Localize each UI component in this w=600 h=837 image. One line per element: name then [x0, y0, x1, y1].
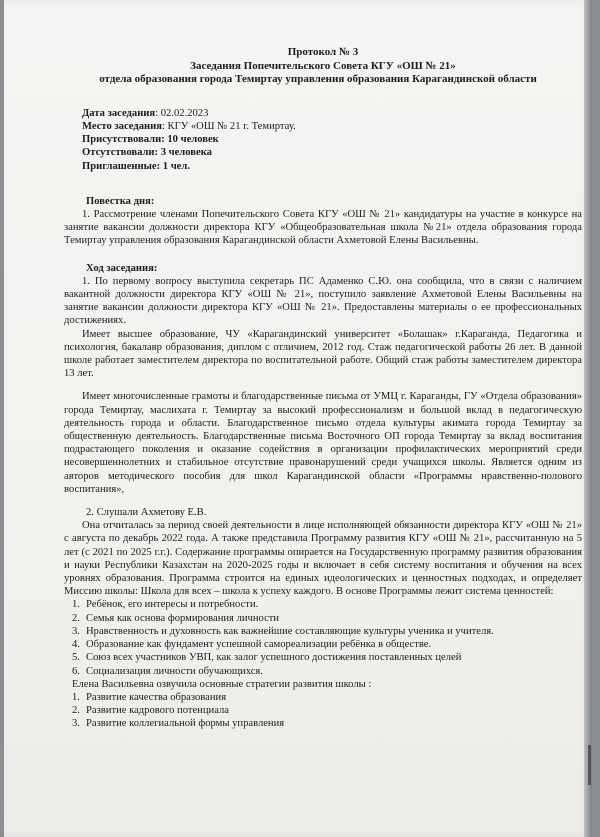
speaker-heading: 2. Слушали Ахметову Е.В. [86, 507, 207, 519]
list-item: 1. Развитие качества образования [72, 691, 227, 703]
proceedings-title: Ход заседания: [86, 262, 158, 274]
proceedings-paragraph-1: 1. По первому вопросу выступила секретарь ПС Адаменко С.Ю. она сообщила, что в связи с наличием вакантной должности директора КГУ «ОШ № 21», поступило заявление Ахметовой Елены Васильевны на занятие вакансии должности директора КГУ «ОШ № 21». Предоставлены материалы о ее профессиональных достижениях. [64, 275, 582, 327]
list-item: 5. Союз всех участников УВП, как залог успешного достижения поставленных целей [72, 652, 462, 664]
agenda-title: Повестка дня: [86, 195, 155, 207]
list-item: 2. Семья как основа формирования личности [72, 612, 280, 624]
list-item: 6. Социализация личности обучающихся. [72, 665, 263, 677]
list-item: 3. Нравственность и духовность как важнейшие составляющие культуры ученика и учителя. [72, 625, 494, 637]
list-item: 1. Ребёнок, его интересы и потребности. [72, 599, 259, 611]
attendees-invited: Приглашенные: 1 чел. [82, 160, 190, 172]
values-list [64, 598, 582, 677]
proceedings-paragraph-2: Имеет высшее образование, ЧУ «Карагандинский университет «Болашак» г.Караганда, Педагогика и психология, бакалавр образования, диплом с отличием, 2012 год. Стаж педагогической работы 26 лет. В данной школе работает заместителем директора по воспитательной работе. Общий стаж работы заместителем директора 13 лет. [64, 328, 582, 380]
list-item: 2. Развитие кадрового потенциала [72, 705, 229, 717]
list-item: 3. Развитие коллегиальной формы управления [72, 718, 285, 730]
meeting-details [64, 107, 582, 173]
attendees-absent: Отсутствовали: 3 человека [82, 147, 212, 159]
protocol-department: отдела образования города Темиртау управления образования Карагандинской области [99, 73, 537, 86]
document-page [4, 0, 592, 837]
page-edge-shadow [584, 0, 592, 837]
attendees-present: Присутствовали: 10 человек [82, 134, 219, 146]
proceedings-paragraph-3: Имеет многочисленные грамоты и благодарственные письма от УМЦ г. Караганды, ГУ «Отдела образования» города Темиртау, маслихата г. Темиртау за высокий профессионализм и большой вклад в педагогическую деятельность города и области. Благодарственное письмо отдела культуры акимата города Темиртау за общественную деятельность. Благодарственные письма Восточного ОП города Темиртау за вклад воспитания подрастающего поколения и оказание содействия в организации профилактических мероприятий среди несовершеннолетних и стабильное отсутствие правонарушений среди учащихся школы. Является одним из авторов методического пособия для школ Карагандинской области «Программы нравственно-полового воспитания», [64, 391, 582, 495]
strategies-intro: Елена Васильевна озвучила основные стратегии развития школы : [72, 678, 372, 690]
protocol-subtitle: Заседания Попечительского Совета КГУ «ОШ № 21» [190, 59, 456, 72]
list-item: 4. Образование как фундамент успешной самореализации ребёнка в обществе. [72, 639, 432, 651]
meeting-date: Дата заседания: 02.02.2023 [82, 107, 209, 119]
agenda-item-1: 1. Рассмотрение членами Попечительского Совета КГУ «ОШ № 21» кандидатуры на участие в конкурсе на занятие вакансии должности директора КГУ «Общеобразовательная школа №21» отдела образования города Темиртау управления образования Карагандинской области Ахметовой Елены Васильевны. [64, 209, 582, 247]
document-header [64, 46, 582, 87]
document-body [64, 46, 582, 731]
protocol-title: Протокол № 3 [287, 46, 359, 58]
strategies-list [64, 691, 582, 731]
margin-mark [588, 745, 591, 785]
meeting-place: Место заседания: КГУ «ОШ № 21 г. Темиртау. [82, 120, 296, 132]
proceedings-paragraph-4: Она отчиталась за период своей деятельности в лице исполняющей обязанности директора КГУ «ОШ № 21» с августа по декабрь 2022 года. А также представила Программу развития КГУ «ОШ № 21», рассчитанную на 5 лет (с 2021 по 2025 г.г.). Содержание программы опирается на Государственную программу развития образования и науки Республики Казахстан на 2020-2025 годы и включает в себя систему воспитания и обучения на всех уровнях образования. Программа строится на единых идеологических и ценностных подходах, и определяет Миссию школы: Школа для всех – школа к успеху каждого. В основе Программы лежит система ценностей: [64, 520, 582, 598]
